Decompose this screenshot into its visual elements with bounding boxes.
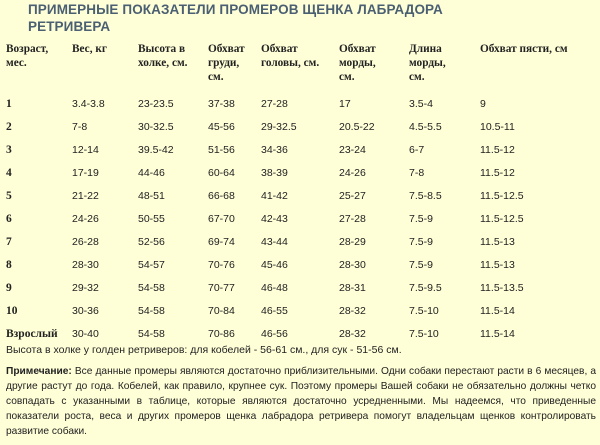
table-row xyxy=(6,115,600,138)
table-row xyxy=(6,207,600,230)
value-cell: 28-30 xyxy=(339,258,366,271)
value-cell: 12-14 xyxy=(72,143,99,156)
table-body xyxy=(6,92,600,345)
value-cell: 11.5-14 xyxy=(480,304,515,317)
value-cell: 54-57 xyxy=(138,258,165,271)
age-cell: Взрослый xyxy=(6,327,58,340)
value-cell: 52-56 xyxy=(138,235,165,248)
value-cell: 24-26 xyxy=(339,166,366,179)
value-cell: 43-44 xyxy=(261,235,288,248)
value-cell: 11.5-12.5 xyxy=(480,212,524,225)
value-cell: 42-43 xyxy=(261,212,288,225)
value-cell: 7.5-8.5 xyxy=(409,189,442,202)
table-row xyxy=(6,230,600,253)
value-cell: 21-22 xyxy=(72,189,99,202)
header-weight: Вес, кг xyxy=(72,43,107,55)
value-cell: 54-58 xyxy=(138,327,165,340)
table-header xyxy=(6,42,600,92)
value-cell: 45-46 xyxy=(261,258,288,271)
measurements-table xyxy=(6,42,600,345)
table-row xyxy=(6,299,600,322)
value-cell: 29-32 xyxy=(72,281,99,294)
header-chest: Обхват груди, см. xyxy=(208,43,245,83)
value-cell: 9 xyxy=(480,97,486,110)
value-cell: 70-76 xyxy=(208,258,235,271)
value-cell: 7.5-9 xyxy=(409,212,433,225)
value-cell: 4.5-5.5 xyxy=(409,120,442,133)
value-cell: 26-28 xyxy=(72,235,99,248)
table-row xyxy=(6,276,600,299)
value-cell: 25-27 xyxy=(339,189,366,202)
value-cell: 48-51 xyxy=(138,189,165,202)
value-cell: 7.5-9.5 xyxy=(409,281,442,294)
value-cell: 28-32 xyxy=(339,327,366,340)
age-cell: 5 xyxy=(6,189,12,202)
header-muzzle-girth: Обхват морды, см. xyxy=(339,43,376,83)
value-cell: 11.5-13.5 xyxy=(480,281,524,294)
table-row xyxy=(6,184,600,207)
golden-retriever-note: Высота в холке у голден ретриверов: для кобелей - 56-61 см., для сук - 51-56 см. xyxy=(6,344,402,356)
value-cell: 70-84 xyxy=(208,304,235,317)
value-cell: 11.5-12.5 xyxy=(480,189,524,202)
value-cell: 39.5-42 xyxy=(138,143,174,156)
value-cell: 27-28 xyxy=(339,212,366,225)
value-cell: 46-56 xyxy=(261,327,288,340)
value-cell: 7.5-9 xyxy=(409,258,433,271)
value-cell: 10.5-11 xyxy=(480,120,515,133)
header-pastern: Обхват пясти, см xyxy=(480,43,568,55)
header-height: Высота в холке, см. xyxy=(138,43,188,69)
value-cell: 45-56 xyxy=(208,120,235,133)
value-cell: 7.5-10 xyxy=(409,304,439,317)
remark-paragraph xyxy=(6,364,596,439)
value-cell: 30-40 xyxy=(72,327,99,340)
value-cell: 46-48 xyxy=(261,281,288,294)
value-cell: 54-58 xyxy=(138,281,165,294)
value-cell: 41-42 xyxy=(261,189,288,202)
value-cell: 69-74 xyxy=(208,235,235,248)
age-cell: 6 xyxy=(6,212,12,225)
value-cell: 50-55 xyxy=(138,212,165,225)
value-cell: 27-28 xyxy=(261,97,288,110)
age-cell: 8 xyxy=(6,258,12,271)
value-cell: 34-36 xyxy=(261,143,288,156)
remark-label: Примечание: xyxy=(6,366,72,377)
header-age: Возраст, мес. xyxy=(6,43,49,69)
value-cell: 28-31 xyxy=(339,281,366,294)
value-cell: 30-32.5 xyxy=(138,120,174,133)
table-row xyxy=(6,161,600,184)
value-cell: 54-58 xyxy=(138,304,165,317)
remark-text: Все данные промеры являются достаточно приблизительными. Одни собаки перестают расти в 6 месяцев, а другие растут до года. Кобелей, как правило, крупнее сук. Поэтому промеры Вашей собаки не обязательно должны четко совпадать с указанными в таблице, которые являются достаточно усредненными. Мы надеемся, что приведенные показатели роста, веса и других промеров щенка лабрадора ретривера помогут владельцам щенков контролировать развитие собаки. xyxy=(6,366,596,437)
table-row xyxy=(6,92,600,115)
page-title: ПРИМЕРНЫЕ ПОКАЗАТЕЛИ ПРОМЕРОВ ЩЕНКА ЛАБРАДОРА РЕТРИВЕРА xyxy=(28,2,443,34)
value-cell: 17-19 xyxy=(72,166,99,179)
value-cell: 67-70 xyxy=(208,212,235,225)
value-cell: 11.5-14 xyxy=(480,327,515,340)
value-cell: 20.5-22 xyxy=(339,120,375,133)
value-cell: 44-46 xyxy=(138,166,165,179)
age-cell: 10 xyxy=(6,304,18,317)
value-cell: 28-32 xyxy=(339,304,366,317)
header-muzzle-length: Длина морды, см. xyxy=(409,43,446,83)
value-cell: 11.5-12 xyxy=(480,166,515,179)
age-cell: 2 xyxy=(6,120,12,133)
value-cell: 28-29 xyxy=(339,235,366,248)
value-cell: 3.4-3.8 xyxy=(72,97,105,110)
value-cell: 60-64 xyxy=(208,166,235,179)
value-cell: 70-86 xyxy=(208,327,235,340)
value-cell: 11.5-13 xyxy=(480,235,515,248)
value-cell: 7-8 xyxy=(72,120,88,133)
value-cell: 24-26 xyxy=(72,212,99,225)
value-cell: 7.5-9 xyxy=(409,235,433,248)
value-cell: 37-38 xyxy=(208,97,235,110)
age-cell: 3 xyxy=(6,143,12,156)
value-cell: 23-23.5 xyxy=(138,97,174,110)
value-cell: 7-8 xyxy=(409,166,425,179)
value-cell: 29-32.5 xyxy=(261,120,297,133)
value-cell: 66-68 xyxy=(208,189,235,202)
value-cell: 46-55 xyxy=(261,304,288,317)
value-cell: 70-77 xyxy=(208,281,235,294)
age-cell: 9 xyxy=(6,281,12,294)
value-cell: 28-30 xyxy=(72,258,99,271)
age-cell: 4 xyxy=(6,166,12,179)
table-row xyxy=(6,138,600,161)
value-cell: 11.5-12 xyxy=(480,143,515,156)
age-cell: 1 xyxy=(6,97,12,110)
value-cell: 6-7 xyxy=(409,143,425,156)
value-cell: 23-24 xyxy=(339,143,366,156)
table-row xyxy=(6,253,600,276)
value-cell: 51-56 xyxy=(208,143,235,156)
value-cell: 3.5-4 xyxy=(409,97,433,110)
value-cell: 11.5-13 xyxy=(480,258,515,271)
value-cell: 7.5-10 xyxy=(409,327,439,340)
value-cell: 17 xyxy=(339,97,351,110)
value-cell: 38-39 xyxy=(261,166,288,179)
age-cell: 7 xyxy=(6,235,12,248)
header-head: Обхват головы, см. xyxy=(261,43,320,69)
value-cell: 30-36 xyxy=(72,304,99,317)
table-row xyxy=(6,322,600,345)
